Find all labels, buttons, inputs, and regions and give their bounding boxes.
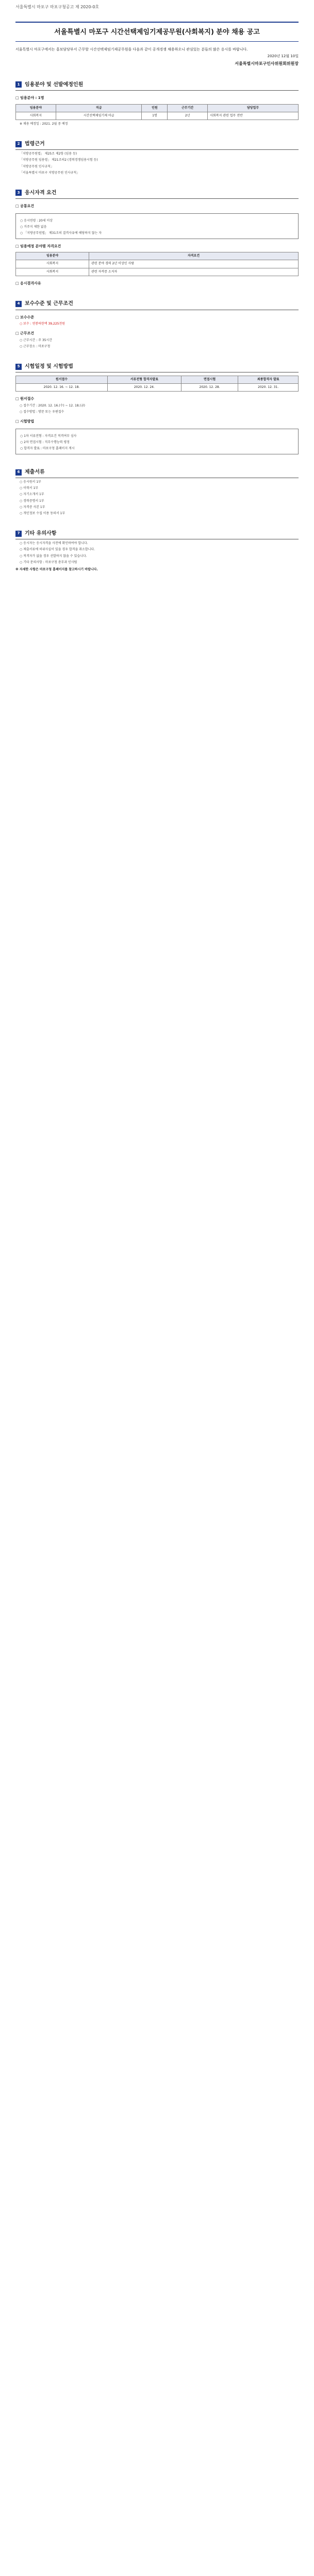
document-item: ○ 이력서 1부	[20, 486, 39, 490]
subheading: □ 원서접수	[15, 397, 35, 401]
table-cell: 사회복지	[16, 268, 89, 276]
requirement-line: ○ 응시연령 : 20세 이상	[20, 218, 53, 223]
closing-note: ※ 자세한 사항은 마포구청 홈페이지를 참고하시기 바랍니다.	[15, 567, 98, 571]
section-5-heading	[15, 363, 299, 373]
recruitment-table	[15, 104, 299, 120]
requirement-line: ○ 「지방공무원법」 제31조의 결격사유에 해당하지 않는 자	[20, 231, 102, 235]
table-cell: 관련 자격증 소지자	[89, 268, 299, 276]
law-item: 「서울특별시 마포구 지방공무원 인사규칙」	[20, 171, 80, 175]
table-cell: 2020. 12. 16. ~ 12. 18.	[16, 384, 108, 392]
subheading: □ 임용예정 분야별 자격요건	[15, 244, 61, 248]
requirements-box	[15, 213, 299, 239]
section-number: 7	[15, 531, 22, 537]
subheading: □ 임용분야 : 1명	[15, 96, 44, 100]
document-item: ○ 개인정보 수집 이용 동의서 1부	[20, 511, 65, 515]
section-2-heading	[15, 141, 299, 150]
table-header: 임용분야	[16, 252, 89, 260]
table-cell: 2020. 12. 24.	[108, 384, 181, 392]
table-header: 인원	[142, 104, 168, 112]
page-title: 서울특별시 마포구 시간선택제임기제공무원(사회복지) 분야 채용 공고	[54, 28, 260, 36]
condition-line: ○ 근무시간 : 주 35시간	[20, 338, 53, 342]
section-number: 6	[15, 469, 22, 476]
table-cell: 2년	[168, 112, 208, 120]
section-3-heading	[15, 190, 299, 199]
table-header: 서류전형 합격자발표	[108, 376, 181, 384]
table-row	[16, 260, 299, 268]
section-6-heading	[15, 469, 299, 479]
table-header: 담당업무	[208, 104, 299, 112]
table-header: 원서접수	[16, 376, 108, 384]
salary-line: ○ 보수 : 연봉하한액 39,225천원	[20, 322, 65, 326]
table-cell: 2020. 12. 31.	[238, 384, 299, 392]
section-number: 4	[15, 301, 22, 307]
table-header: 최종합격자 발표	[238, 376, 299, 384]
header-text: 서울특별시 마포구 마포구청공고 제 2020-0호	[15, 4, 100, 9]
subheading: □ 보수수준	[15, 315, 35, 319]
exam-line: ○ 2차 면접시험 : 직무수행능력 평정	[20, 440, 70, 444]
section-number: 2	[15, 141, 22, 147]
issuing-organization: 서울특별시마포구인사위원회위원장	[235, 61, 299, 66]
section-title: 법령근거	[25, 141, 45, 147]
table-header: 자격요건	[89, 252, 299, 260]
section-title: 보수수준 및 근무조건	[25, 301, 73, 307]
subheading: □ 응시결격사유	[15, 281, 41, 285]
table-header: 직급	[56, 104, 142, 112]
table-cell: 사회복지	[16, 112, 56, 120]
subheading: □ 근무조건	[15, 331, 35, 336]
section-title: 응시자격 요건	[25, 190, 57, 196]
notice-line: ○ 적격자가 없을 경우 선발하지 않을 수 있습니다.	[20, 554, 87, 558]
document-item: ○ 자격증 사본 1부	[20, 505, 45, 509]
notice-line: ○ 제출서류에 허위사실이 있을 경우 합격을 취소합니다.	[20, 548, 95, 552]
table-row	[16, 112, 299, 120]
subheading: □ 공통요건	[15, 204, 35, 209]
notice-line: ○ 응시자는 응시자격을 사전에 확인하여야 합니다.	[20, 541, 88, 546]
schedule-table	[15, 376, 299, 392]
section-4-heading	[15, 300, 299, 310]
section-7-heading	[15, 530, 299, 540]
exam-line: ○ 합격자 발표 : 마포구청 홈페이지 게시	[20, 446, 75, 450]
law-item: 「지방공무원 인사규칙」	[20, 164, 54, 168]
document-item: ○ 경력증명서 1부	[20, 499, 44, 503]
section-title: 시험일정 및 시험방법	[25, 363, 73, 369]
section-number: 3	[15, 190, 22, 196]
schedule-line: ○ 접수기간 : 2020. 12. 16.(수) ~ 12. 18.(금)	[20, 403, 86, 408]
table-cell: 시간선택제임기제 마급	[56, 112, 142, 120]
section-title: 기타 유의사항	[25, 530, 57, 536]
requirement-line: ○ 거주지 제한 없음	[20, 225, 47, 229]
table-row	[16, 384, 299, 392]
law-item: 「지방공무원 임용령」 제21조의2 (경력경쟁임용시험 등)	[20, 158, 98, 162]
section-number: 1	[15, 81, 22, 88]
table-cell: 관련 분야 경력 2년 이상인 사람	[89, 260, 299, 268]
qualification-table	[15, 252, 299, 276]
table-row	[16, 268, 299, 276]
intro-paragraph: 서울특별시 마포구에서는 홍보담당부서 근무할 시간선택제임기제공무원을 다음과 같이 공개경쟁 채용하오니 관심있는 분들의 많은 응시를 바랍니다.	[15, 47, 248, 52]
note-line: ※ 채용 예정일 : 2021. 2월 중 예정	[20, 122, 68, 126]
condition-line: ○ 근무장소 : 마포구청	[20, 344, 51, 348]
document-item: ○ 자기소개서 1부	[20, 493, 44, 497]
table-cell: 사회복지 관련 업무 전반	[208, 112, 299, 120]
table-cell: 사회복지	[16, 260, 89, 268]
document-item: ○ 응시원서 1부	[20, 480, 41, 484]
law-item: 「지방공무원법」 제25조 제2항 (임용 등)	[20, 152, 77, 156]
document-header	[15, 0, 299, 14]
table-header: 임용분야	[16, 104, 56, 112]
table-cell: 2020. 12. 28.	[181, 384, 238, 392]
table-header: 근무기간	[168, 104, 208, 112]
exam-line: ○ 1차 서류전형 : 자격요건 적격여부 심사	[20, 434, 77, 438]
notice-line: ○ 기타 문의사항 : 마포구청 총무과 인사팀	[20, 560, 77, 564]
section-1-heading	[15, 81, 299, 91]
subheading: □ 시험방법	[15, 419, 35, 424]
section-title: 제출서류	[25, 469, 45, 475]
table-header: 면접시험	[181, 376, 238, 384]
section-title: 임용분야 및 선발예정인원	[25, 81, 84, 88]
exam-method-box	[15, 429, 299, 454]
table-cell: 1명	[142, 112, 168, 120]
announcement-date: 2020년 12월 10일	[267, 54, 299, 59]
section-number: 5	[15, 364, 22, 370]
schedule-line: ○ 접수방법 : 방문 또는 우편접수	[20, 410, 64, 414]
title-block	[15, 22, 299, 42]
